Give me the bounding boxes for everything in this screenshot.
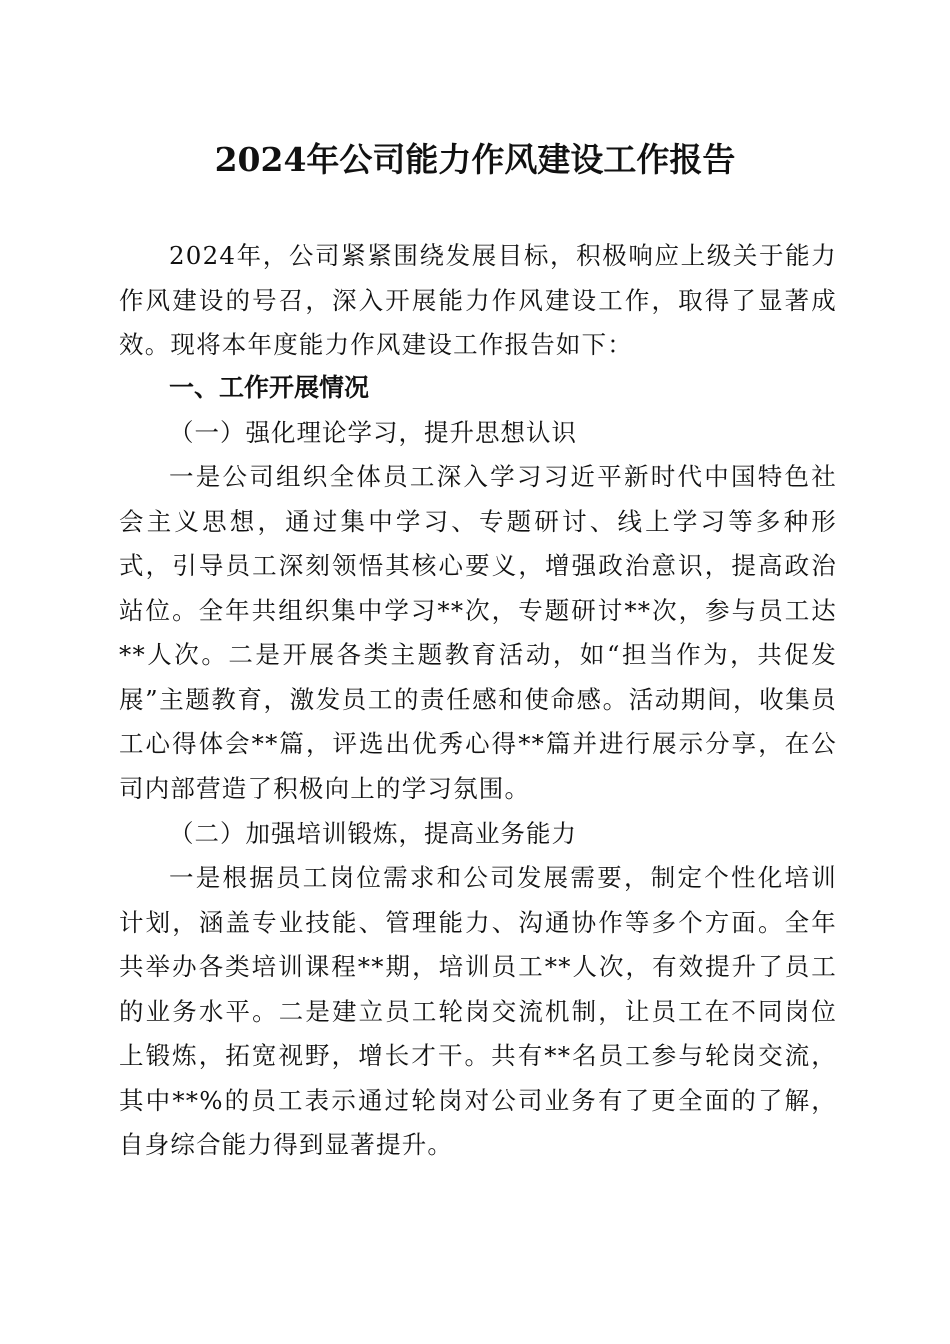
intro-paragraph: 2024年，公司紧紧围绕发展目标，积极响应上级关于能力作风建设的号召，深入开展能力作风建设工作，取得了显著成效。现将本年度能力作风建设工作报告如下：: [119, 241, 837, 359]
theory-study-paragraph: 一是公司组织全体员工深入学习习近平新时代中国特色社会主义思想，通过集中学习、专题研讨、线上学习等多种形式，引导员工深刻领悟其核心要义，增强政治意识，提高政治站位。全年共组织集中学习**次，专题研讨**次，参与员工达**人次。二是开展各类主题教育活动，如“担当作为，共促发展”主题教育，激发员工的责任感和使命感。活动期间，收集员工心得体会**篇，评选出优秀心得**篇并进行展示分享，在公司内部营造了积极向上的学习氛围。: [119, 462, 837, 803]
section-heading-work-progress: 一、工作开展情况: [169, 373, 370, 402]
document-title: 2024年公司能力作风建设工作报告: [214, 140, 736, 179]
subsection-heading-theory-study: （一）强化理论学习，提升思想认识: [169, 418, 577, 447]
subsection-heading-training: （二）加强培训锻炼，提高业务能力: [169, 819, 577, 848]
training-paragraph: 一是根据员工岗位需求和公司发展需要，制定个性化培训计划，涵盖专业技能、管理能力、沟通协作等多个方面。全年共举办各类培训课程**期，培训员工**人次，有效提升了员工的业务水平。二是建立员工轮岗交流机制，让员工在不同岗位上锻炼，拓宽视野，增长才干。共有**名员工参与轮岗交流，其中**%的员工表示通过轮岗对公司业务有了更全面的了解，自身综合能力得到显著提升。: [119, 863, 837, 1159]
